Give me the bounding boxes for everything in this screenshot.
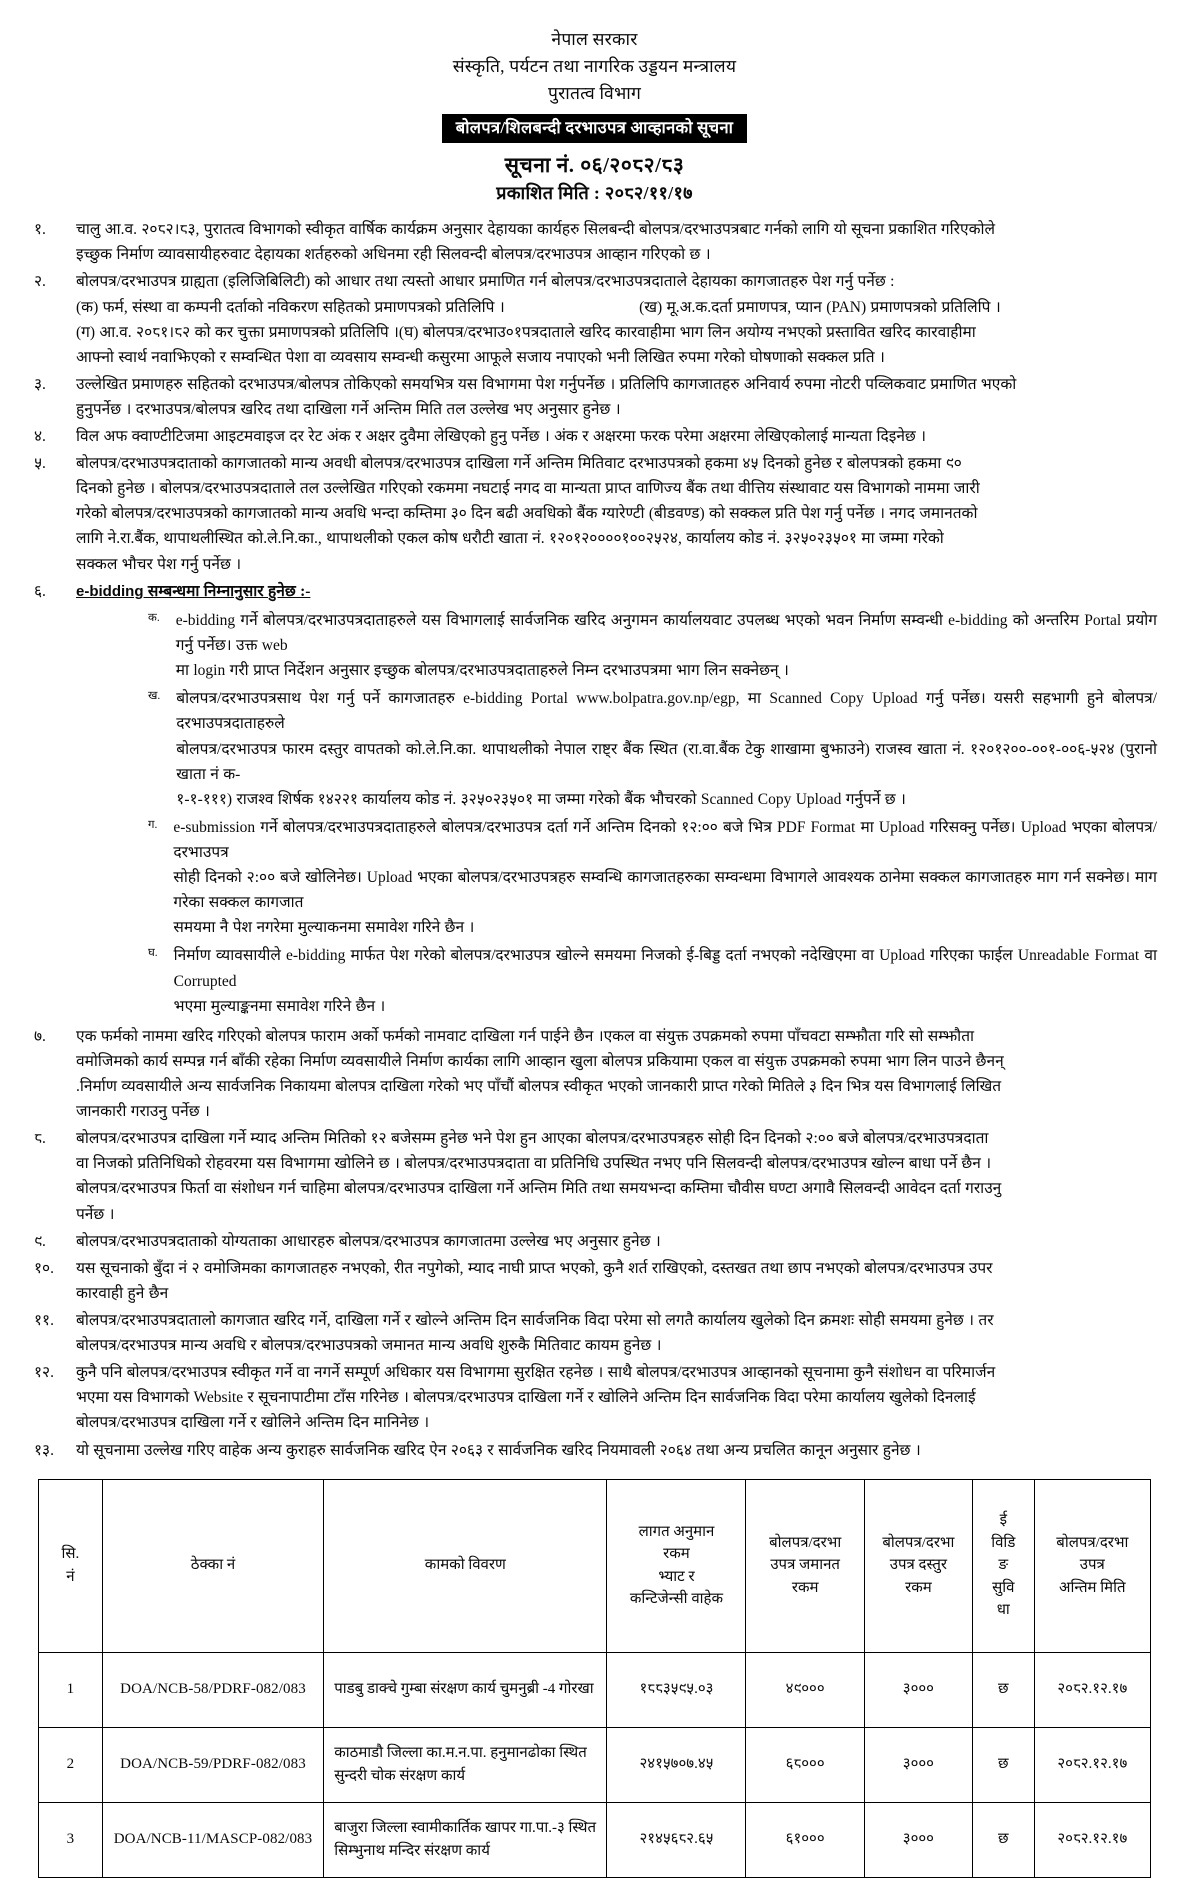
ebidding-subitem-label: क. <box>148 612 160 624</box>
header-line: ठेक्का नं <box>190 1557 236 1574</box>
ebidding-line: सोही दिनको २:०० बजे खोलिनेछ। Upload भएका बोलपत्र/दरभाउपत्रहरु सम्वन्धि कागजातहरुका सम्वन्धमा विभागले आवश्यक ठानेमा सक्कल कागजातहरु माग गर्न सक्नेछ। माग गरेका सक्कल कागजात <box>173 869 1157 912</box>
ebidding-line: मा login गरी प्राप्त निर्देशन अनुसार इच्छुक बोलपत्र/दरभाउपत्रदाताहरुले निम्न दरभाउपत्रमा भाग लिन सक्नेछन् । <box>175 662 789 680</box>
cell-description: काठमाडौ जिल्ला का.म.न.पा. हनुमानढोका स्थित सुन्दरी चोक संरक्षण कार्य <box>324 1727 607 1802</box>
ebidding-subitem-list <box>76 608 1159 1019</box>
cell-bid-bond: ६१००० <box>746 1802 864 1877</box>
clause-item <box>30 424 1159 449</box>
ebidding-heading-latin: e-bidding <box>76 582 144 600</box>
cell-contract-no: DOA/NCB-58/PDRF-082/083 <box>102 1652 323 1727</box>
clause-line: यस सूचनाको बुँदा नं २ वमोजिमका कागजातहरु नभएको, रीत नपुगेको, म्याद नाघी प्राप्त भएको, कुनै शर्त राखिएको, दस्तखत तथा छाप नभएको बोलपत्र/दरभाउपत्र उपर <box>76 1259 993 1277</box>
clause-line: बोलपत्र/दरभाउपत्र ग्राह्यता (इलिजिबिलिटी) को आधार तथा त्यस्तो आधार प्रमाणित गर्न बोलपत्र/दरभाउपत्रदाताले देहायका कागजातहरु पेश गर्नु पर्नेछ : <box>76 273 895 291</box>
cell-bid-bond: ४९००० <box>746 1652 864 1727</box>
cell-cost-estimate: १८८३५९५.०३ <box>607 1652 746 1727</box>
clause-item <box>30 217 1159 267</box>
clause-line: बोलपत्र/दरभाउपत्रदातालो कागजात खरिद गर्ने, दाखिला गर्ने र खोल्ने अन्तिम दिन सार्वजनिक विदा परेमा सो लगतै कार्यालय खुलेको दिन क्रमशः सोही समयमा हुनेछ । तर <box>76 1311 994 1329</box>
clause-item-ebidding <box>30 579 1159 1022</box>
clause-line: बोलपत्र/दरभाउपत्र फिर्ता वा संशोधन गर्न चाहिमा बोलपत्र/दरभाउपत्र दाखिला गर्ने अन्तिम मिति तथा समयभन्दा कम्तिमा चौवीस घण्टा अगावै सिलवन्दी आवेदन दर्ता गराउनु <box>76 1180 1002 1198</box>
ebidding-line: भएमा मुल्याङ्कनमा समावेश गरिने छैन । <box>173 997 386 1015</box>
header-line: सि. <box>61 1546 80 1563</box>
header-line: भ्याट र <box>658 1568 695 1585</box>
cell-description: बाजुरा जिल्ला स्वामीकार्तिक खापर गा.पा.-३ स्थित सिम्भुनाथ मन्दिर संरक्षण कार्य <box>324 1802 607 1877</box>
clause-list-top <box>30 217 1159 1462</box>
tender-table-head <box>39 1479 1151 1652</box>
ebidding-subitem <box>76 943 1159 1018</box>
tender-table-wrapper <box>38 1479 1151 1878</box>
department-name: पुरातत्व विभाग <box>547 83 642 104</box>
header-line: विडि <box>991 1534 1016 1551</box>
ebidding-subitem-label: घ. <box>148 947 158 960</box>
header-line: बोलपत्र/दरभा <box>769 1534 842 1551</box>
clause-line: सक्कल भौचर पेश गर्नु पर्नेछ । <box>76 555 242 573</box>
cell-serial: 1 <box>39 1652 103 1727</box>
clause-number: ५. <box>34 455 46 473</box>
clause-item <box>30 372 1159 422</box>
clause-text <box>76 1126 1159 1226</box>
clause-text <box>76 1308 1159 1358</box>
header-line: सुवि <box>992 1579 1015 1596</box>
clause-text <box>76 1256 1159 1306</box>
document-masthead <box>30 26 1159 205</box>
table-header-row <box>39 1479 1151 1652</box>
clause-item <box>30 1308 1159 1358</box>
clause-text <box>76 1229 1159 1254</box>
clause-subitem-kha: (ख) मू.अ.क.दर्ता प्रमाणपत्र, प्यान (PAN) प्रमाणपत्रको प्रतिलिपि । <box>639 298 1001 316</box>
clause-line: आफ्नो स्वार्थ नवाझिएको र सम्वन्धित पेशा वा व्यवसाय सम्वन्धी कसुरमा आफूले सजाय नपाएको भनी लिखित रुपमा गरेको घोषणाको सक्कल प्रति । <box>76 348 885 366</box>
header-line: ङ <box>998 1557 1009 1574</box>
clause-line: हुनुपर्नेछ । दरभाउपत्र/बोलपत्र खरिद तथा दाखिला गर्ने अन्तिम मिति तल उल्लेख भए अनुसार हुनेछ । <box>76 400 621 418</box>
clause-line: गरेको बोलपत्र/दरभाउपत्रको कागजातको मान्य अवधि भन्दा कम्तिमा ३० दिन बढी अवधिको बैंक ग्यारेण्टी (बीडवण्ड) को सक्कल प्रति पेश गर्नु पर्नेछ । नगद जमानतको <box>76 505 978 523</box>
clause-text <box>76 1360 1159 1435</box>
ministry-name: संस्कृति, पर्यटन तथा नागरिक उड्डयन मन्त्रालय <box>452 56 737 77</box>
cell-serial: 2 <box>39 1727 103 1802</box>
clause-number: ३. <box>34 375 46 393</box>
column-header-bid-fee <box>864 1479 972 1652</box>
clause-line: इच्छुक निर्माण व्यावसायीहरुवाट देहायका शर्तहरुको अधिनमा रही सिलवन्दी बोलपत्र/दरभाउपत्र आव्हान गरिएको छ । <box>76 246 711 264</box>
clause-item <box>30 269 1159 369</box>
header-line: लागत अनुमान <box>638 1523 715 1540</box>
clause-text <box>76 451 1159 577</box>
clause-line: यो सूचनामा उल्लेख गरिए वाहेक अन्य कुराहरु सार्वजनिक खरिद ऐन २०६३ र सार्वजनिक खरिद नियमावली २०६४ तथा अन्य प्रचलित कानून अनुसार हुनेछ । <box>76 1441 921 1459</box>
clause-text <box>76 217 1159 267</box>
clause-text <box>76 1438 1159 1463</box>
notice-banner-title: बोलपत्र/शिलबन्दी दरभाउपत्र आव्हानको सूचना <box>442 114 747 143</box>
cell-bid-bond: ६८००० <box>746 1727 864 1802</box>
tender-table-body <box>39 1652 1151 1877</box>
clause-line: बोलपत्र/दरभाउपत्र दाखिला गर्ने म्याद अन्तिम मितिको १२ बजेसम्म हुनेछ भने पेश हुन आएका बोलपत्र/दरभाउपत्रहरु सोही दिन दिनको २:०० बजे बोलपत्र/दरभाउपत्रदाता <box>76 1130 989 1148</box>
ebidding-line: बोलपत्र/दरभाउपत्र फारम दस्तुर वापतको को.ले.नि.का. थापाथलीको नेपाल राष्ट्र बैंक स्थित (रा.वा.बैंक टेकु शाखामा बुझाउने) राजस्व खाता नं. १२०१२००-००१-००६-५२४ (पुरानो खाता नं क- <box>176 740 1157 783</box>
header-line: उपत्र दस्तुर <box>889 1557 948 1574</box>
clause-line: बोलपत्र/दरभाउपत्रदाताको योग्यताका आधारहरु बोलपत्र/दरभाउपत्र कागजातमा उल्लेख भए अनुसार हुनेछ । <box>76 1232 661 1250</box>
cell-bid-fee: ३००० <box>864 1652 972 1727</box>
clause-line: चालु आ.व. २०८२।८३, पुरातत्व विभागको स्वीकृत वार्षिक कार्यक्रम अनुसार देहायका कार्यहरु सिलबन्दी बोलपत्र/दरभाउपत्रबाट गर्नको लागि यो सूचना प्रकाशित गरिएकोले <box>76 221 996 239</box>
clause-line: बोलपत्र/दरभाउपत्र मान्य अवधि र बोलपत्र/दरभाउपत्रको जमानत मान्य अवधि शुरुकै मितिवाट कायम हुनेछ । <box>76 1337 662 1355</box>
column-header-serial <box>39 1479 103 1652</box>
header-line: बोलपत्र/दरभा <box>882 1534 955 1551</box>
clause-item <box>30 1229 1159 1254</box>
clause-line: वमोजिमको कार्य सम्पन्न गर्न बाँकी रहेका निर्माण व्यवसायीले निर्माण कार्यका लागि आव्हान खुला बोलपत्र प्रकियामा एकल वा संयुक्त उपक्रमको रुपमा भाग लिन पाउने छैनन् <box>76 1052 1004 1070</box>
clause-line: भएमा यस विभागको Website र सूचनापाटीमा टाँस गरिनेछ । बोलपत्र/दरभाउपत्र दाखिला गर्ने र खोलिने अन्तिम दिन सार्वजनिक विदा परेमा कार्यालय खुलेको दिनलाई <box>76 1389 976 1407</box>
clause-line: वा निजको प्रतिनिधिको रोहवरमा यस विभागमा खोलिने छ । बोलपत्र/दरभाउपत्रदाता वा प्रतिनिधि उपस्थित नभए पनि सिलवन्दी बोलपत्र/दरभाउपत्र खोल्न बाधा पर्ने छैन । <box>76 1155 992 1173</box>
header-line: रकम <box>663 1546 690 1563</box>
header-line: उपत्र <box>1079 1557 1105 1574</box>
clause-number: ८. <box>34 1130 46 1148</box>
clause-item <box>30 1256 1159 1306</box>
clause-number: २. <box>34 273 46 291</box>
clause-item <box>30 1438 1159 1463</box>
cell-ebidding: छ <box>972 1652 1034 1727</box>
clause-line: कुनै पनि बोलपत्र/दरभाउपत्र स्वीकृत गर्ने वा नगर्ने सम्पूर्ण अधिकार यस विभागमा सुरक्षित रहनेछ । साथै बोलपत्र/दरभाउपत्र आव्हानको सूचनामा कुनै संशोधन वा परिमार्जन <box>76 1364 996 1382</box>
clause-text <box>76 372 1159 422</box>
clause-line: (ग) आ.व. २०८१।८२ को कर चुक्ता प्रमाणपत्रको प्रतिलिपि ।(घ) बोलपत्र/दरभाउ०१पत्रदाताले खरिद कारवाहीमा भाग लिन अयोग्य नभएको प्रस्तावित खरिद कारवाहीमा <box>76 323 976 341</box>
table-row <box>39 1727 1151 1802</box>
ebidding-subitem <box>76 686 1159 812</box>
clause-line: पर्नेछ । <box>76 1205 115 1223</box>
header-line: कामको विवरण <box>424 1557 506 1574</box>
table-row <box>39 1802 1151 1877</box>
ebidding-subitem-text <box>157 815 1159 941</box>
clause-line: बोलपत्र/दरभाउपत्रदाताको कागजातको मान्य अवधी बोलपत्र/दरभाउपत्र दाखिला गर्ने अन्तिम मितिवाट दरभाउपत्रको हकमा ४५ दिनको हुनेछ र बोलपत्रको हकमा ९० <box>76 455 962 473</box>
clause-line: जानकारी गराउनु पर्नेछ । <box>76 1103 210 1121</box>
cell-bid-fee: ३००० <box>864 1802 972 1877</box>
header-line: कन्टिजेन्सी वाहेक <box>629 1591 724 1608</box>
ebidding-line: बोलपत्र/दरभाउपत्रसाथ पेश गर्नु पर्ने कागजातहरु e-bidding Portal www.bolpatra.gov.np/egp, मा Scanned Copy Upload गर्नु पर्नेछ। यसरी सहभागी हुने बोलपत्र/दरभाउपत्रदाताहरुले <box>176 690 1157 733</box>
cell-serial: 3 <box>39 1802 103 1877</box>
ebidding-subitem-label: ख. <box>148 690 161 703</box>
clause-number: १०. <box>34 1259 54 1277</box>
column-header-cost-estimate <box>607 1479 746 1652</box>
cell-cost-estimate: २१४५६८२.६५ <box>607 1802 746 1877</box>
clause-number: ७. <box>34 1027 46 1045</box>
clause-number: ९. <box>34 1232 46 1250</box>
ebidding-heading-nepali: सम्बन्धमा निम्नानुसार हुनेछ :- <box>143 582 311 600</box>
ebidding-line: निर्माण व्यावसायीले e-bidding मार्फत पेश गरेको बोलपत्र/दरभाउपत्र खोल्ने समयमा निजको ई-बिड्ड दर्ता नभएको नदेखिएमा वा Upload गरिएका फाईल Unreadable Format वा Corrupted <box>173 947 1157 990</box>
cell-last-date: २०८२.१२.१७ <box>1034 1652 1150 1727</box>
clause-number: ११. <box>34 1311 54 1329</box>
header-line: धा <box>996 1602 1010 1619</box>
header-line: ई <box>999 1512 1007 1529</box>
table-row <box>39 1652 1151 1727</box>
clause-line: विल अफ क्वाण्टीटिजमा आइटमवाइज दर रेट अंक र अक्षर दुवैमा लेखिएको हुनु पर्नेछ । अंक र अक्षरमा फरक परेमा अक्षरमा लेखिएकोलाई मान्यता दिइनेछ । <box>76 428 927 446</box>
government-name: नेपाल सरकार <box>551 29 638 49</box>
ebidding-line: e-submission गर्ने बोलपत्र/दरभाउपत्रदाताहरुले बोलपत्र/दरभाउपत्र दर्ता गर्ने अन्तिम दिनको १२:०० बजे भित्र PDF Format मा Upload गरिसक्नु पर्नेछ। Upload भएका बोलपत्र/दरभाउपत्र <box>173 818 1157 861</box>
ebidding-subitem-label: ग. <box>148 818 158 831</box>
column-header-bid-bond <box>746 1479 864 1652</box>
ebidding-subitem-text <box>160 686 1159 812</box>
column-header-contract-no <box>102 1479 323 1652</box>
cell-last-date: २०८२.१२.१७ <box>1034 1727 1150 1802</box>
clause-text <box>76 579 1159 1022</box>
clause-item <box>30 451 1159 577</box>
cell-ebidding: छ <box>972 1727 1034 1802</box>
clause-number: १२. <box>34 1364 54 1382</box>
ebidding-heading <box>76 583 310 600</box>
published-date: प्रकाशित मिति : २०८२/११/१७ <box>496 183 693 204</box>
header-line: अन्तिम मिति <box>1059 1579 1126 1596</box>
cell-description: पाडबु डाक्चे गुम्बा संरक्षण कार्य चुमनुब्री -4 गोरखा <box>324 1652 607 1727</box>
clause-subitem-ka: (क) फर्म, संस्था वा कम्पनी दर्ताको नविकरण सहितको प्रमाणपत्रको प्रतिलिपि । <box>76 298 505 316</box>
clause-line: लागि ने.रा.बैंक, थापाथलीस्थित को.ले.नि.का., थापाथलीको एकल कोष धरौटी खाता नं. १२०१२००००१००२५२४, कार्यालय कोड नं. ३२५०२३५०१ मा जम्मा गरेको <box>76 530 944 548</box>
column-header-description <box>324 1479 607 1652</box>
tender-table <box>38 1479 1151 1878</box>
header-line: बोलपत्र/दरभा <box>1056 1534 1129 1551</box>
clause-line: दिनको हुनेछ । बोलपत्र/दरभाउपत्रदाताले तल उल्लेखित गरिएको रकममा नघटाई नगद वा मान्यता प्राप्त वाणिज्य बैंक तथा वीत्तिय संस्थावाट यस विभागको नाममा जारी <box>76 480 980 498</box>
header-line: रकम <box>905 1579 932 1596</box>
clause-line: एक फर्मको नाममा खरिद गरिएको बोलपत्र फाराम अर्को फर्मको नामवाट दाखिला गर्न पाईने छैन ।एकल वा संयुक्त उपक्रमको रुपमा पाँचवटा सम्झौता गरि सो सम्झौता <box>76 1027 975 1045</box>
clause-text <box>76 424 1159 449</box>
clause-item <box>30 1024 1159 1124</box>
cell-bid-fee: ३००० <box>864 1727 972 1802</box>
ebidding-subitem-text <box>160 608 1159 683</box>
cell-contract-no: DOA/NCB-11/MASCP-082/083 <box>102 1802 323 1877</box>
header-line: रकम <box>791 1579 819 1596</box>
notice-number: सूचना नं. ०६/२०८२/८३ <box>504 153 685 178</box>
ebidding-line: e-bidding गर्ने बोलपत्र/दरभाउपत्रदाताहरुले यस विभागलाई सार्वजनिक खरिद अनुगमन कार्यालयवाट उपलब्ध भएको भवन निर्माण सम्वन्धी e-bidding को अन्तरिम Portal प्रयोग गर्नु पर्नेछ। उक्त web <box>175 612 1157 655</box>
header-line: उपत्र जमानत <box>770 1557 840 1574</box>
cell-cost-estimate: २४१५७०७.४५ <box>607 1727 746 1802</box>
clause-line: बोलपत्र/दरभाउपत्र दाखिला गर्ने र खोलिने अन्तिम दिन मानिनेछ । <box>76 1414 430 1432</box>
cell-last-date: २०८२.१२.१७ <box>1034 1802 1150 1877</box>
cell-ebidding: छ <box>972 1802 1034 1877</box>
clause-number: ६. <box>34 582 46 600</box>
ebidding-line: समयमा नै पेश नगरेमा मुल्याकनमा समावेश गरिने छैन । <box>173 919 475 937</box>
ebidding-subitem <box>76 815 1159 941</box>
clause-item <box>30 1126 1159 1226</box>
cell-contract-no: DOA/NCB-59/PDRF-082/083 <box>102 1727 323 1802</box>
column-header-ebidding <box>972 1479 1034 1652</box>
clause-text <box>76 1024 1159 1124</box>
column-header-last-date <box>1034 1479 1150 1652</box>
ebidding-line: १-१-१११) राजश्व शिर्षक १४२२१ कार्यालय कोड नं. ३२५०२३५०१ मा जम्मा गरेको बैंक भौचरको Scanned Copy Upload गर्नुपर्ने छ । <box>176 790 906 808</box>
clause-number: १३. <box>34 1441 54 1459</box>
clause-line: कारवाही हुने छैन <box>76 1284 169 1302</box>
clause-text <box>76 269 1159 369</box>
clause-line: .निर्माण व्यवसायीले अन्य सार्वजनिक निकायमा बोलपत्र दाखिला गरेको भए पाँचौं बोलपत्र स्वीकृत भएको जानकारी प्राप्त गरेको मितिले ३ दिन भित्र यस विभागलाई लिखित <box>76 1077 1002 1095</box>
clause-number: ४. <box>34 428 46 446</box>
ebidding-subitem-text <box>158 943 1159 1018</box>
ebidding-subitem <box>76 608 1159 683</box>
clause-number: १. <box>34 221 46 239</box>
header-line: नं <box>66 1568 75 1585</box>
clause-item <box>30 1360 1159 1435</box>
clause-line: उल्लेखित प्रमाणहरु सहितको दरभाउपत्र/बोलपत्र तोकिएको समयभित्र यस विभागमा पेश गर्नुपर्नेछ । प्रतिलिपि कागजातहरु अनिवार्य रुपमा नोटरी पव्लिकवाट प्रमाणित भएको <box>76 375 1017 393</box>
clause-subitem-row <box>76 295 1159 320</box>
